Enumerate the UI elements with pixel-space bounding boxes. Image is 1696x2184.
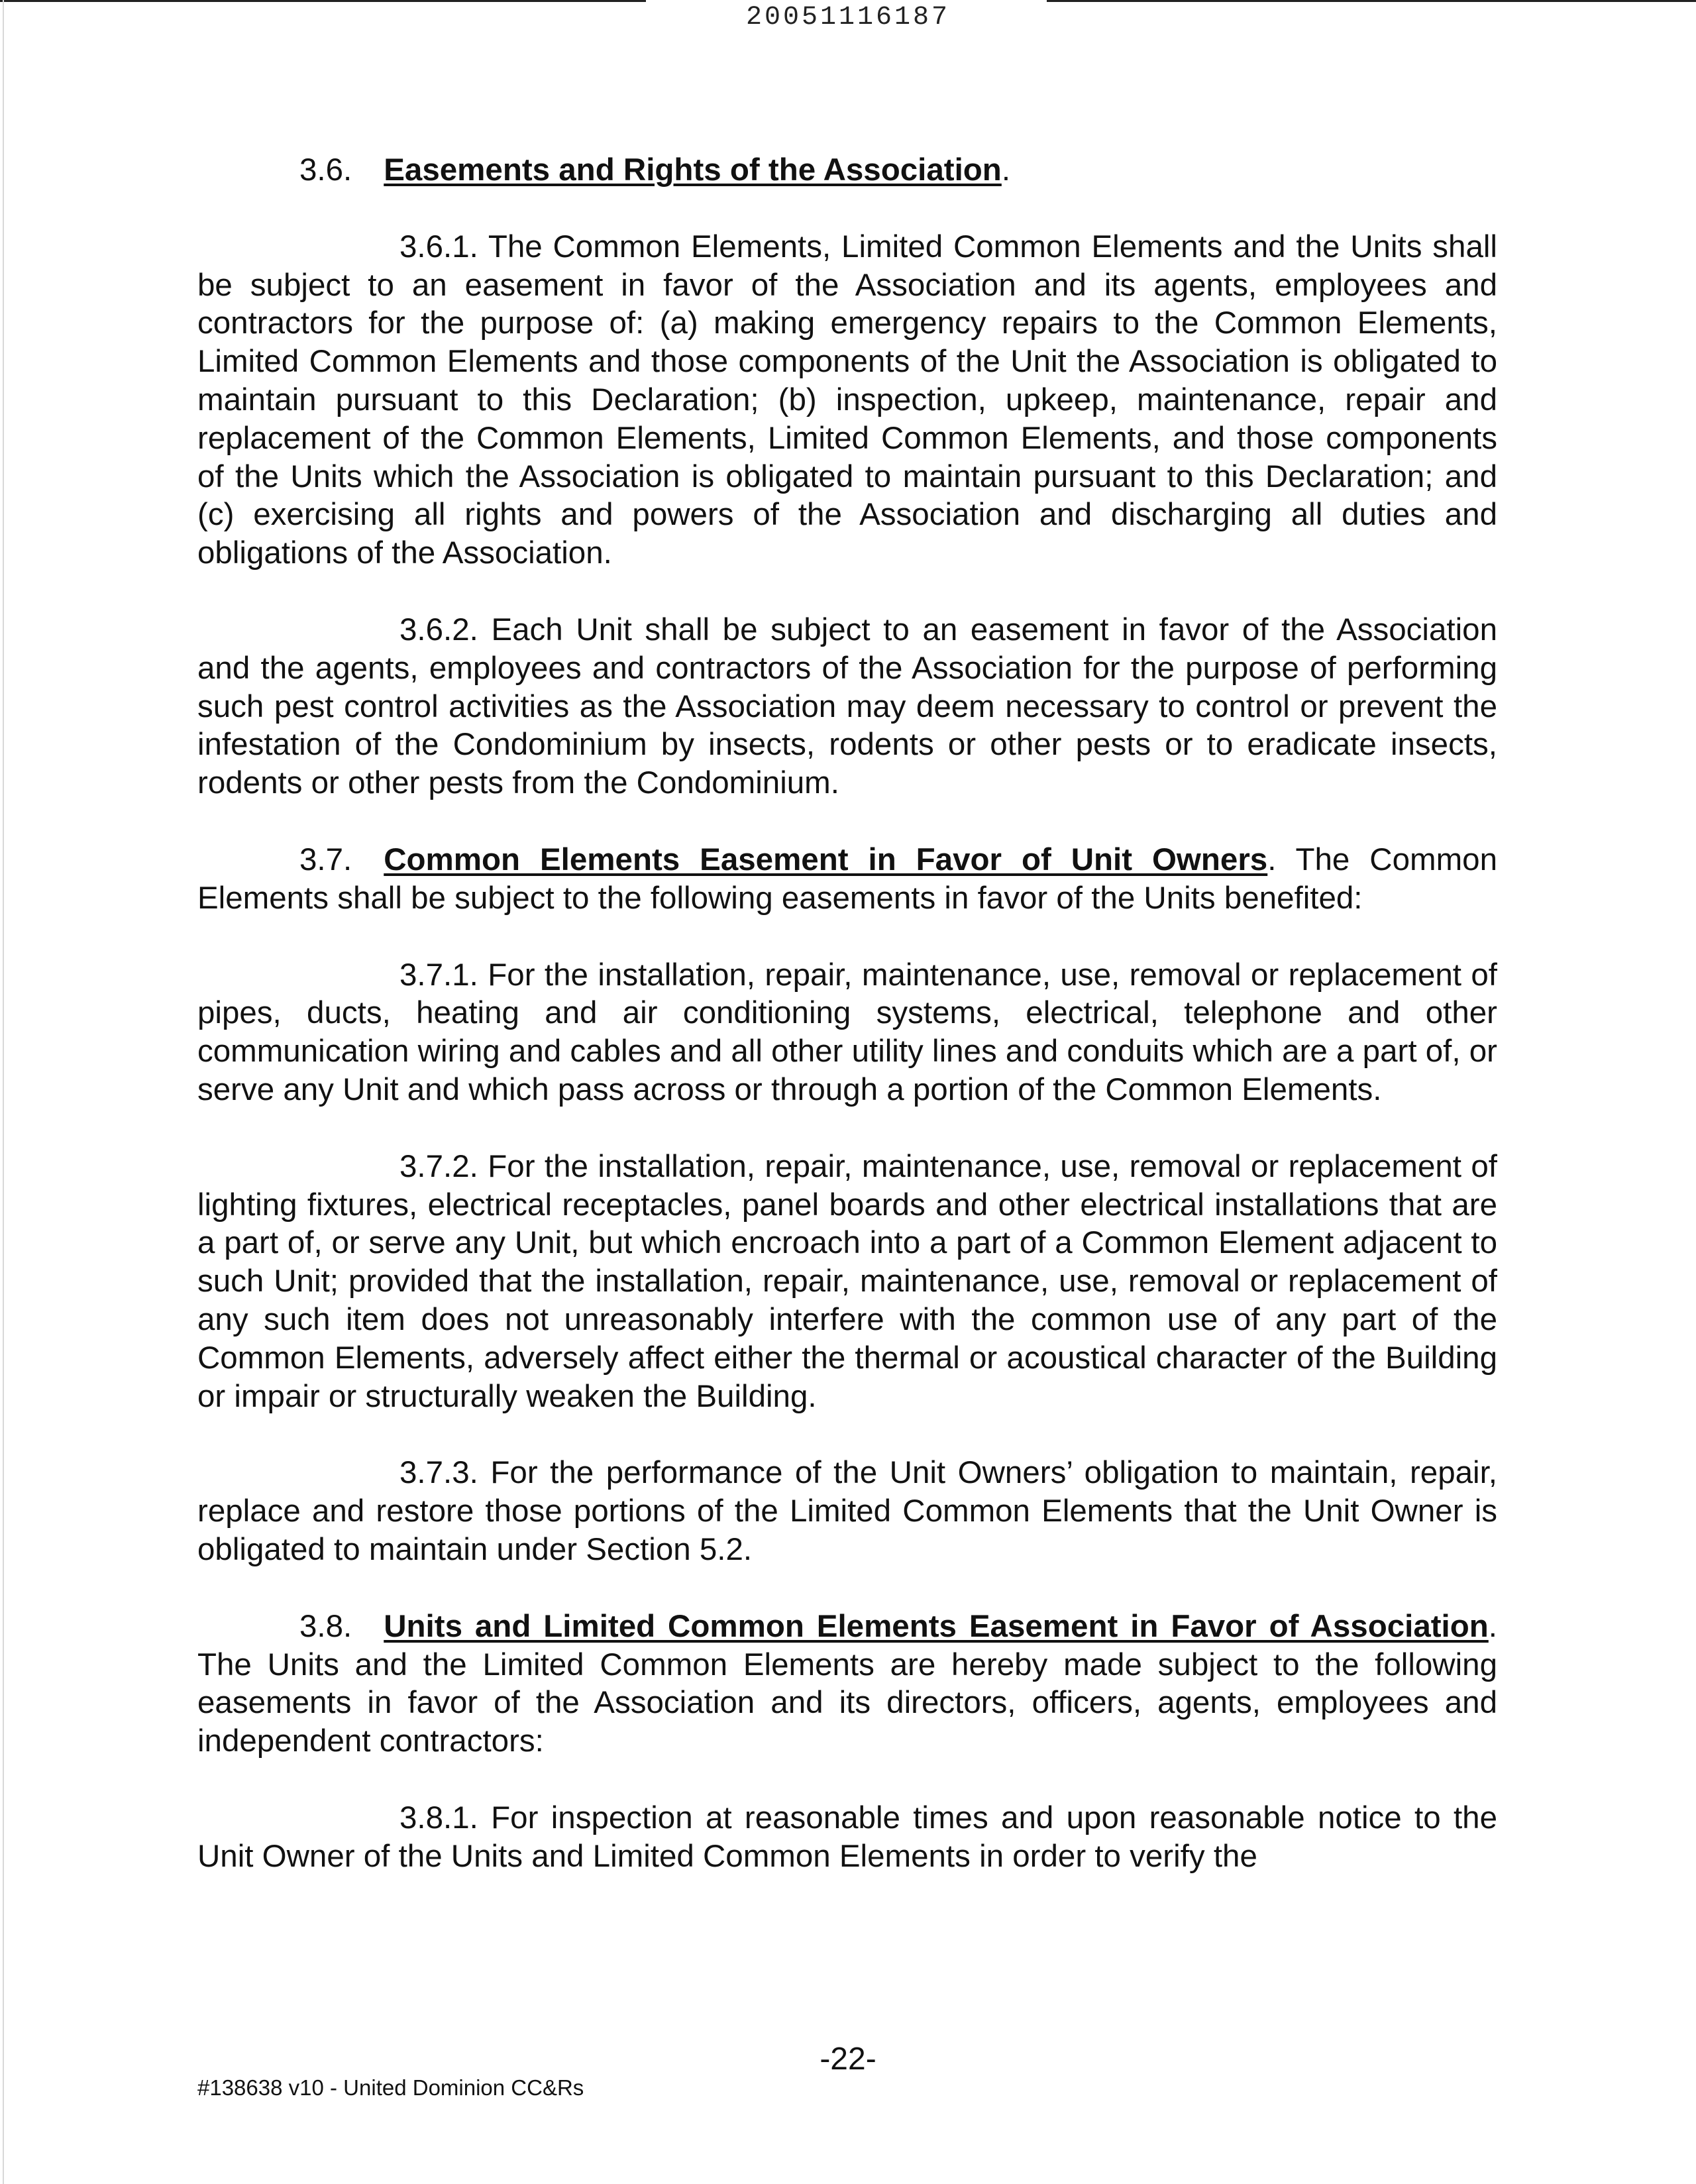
paragraph-text: For the performance of the Unit Owners’ obligation to maintain, repair, replace and restore those portions of the Limited Common Elements that the Unit Owner is obligated to maintain under Section 5.2.	[197, 1455, 1497, 1567]
section-3-6-heading	[197, 151, 1497, 190]
paragraph-text: The Common Elements, Limited Common Elements and the Units shall be subject to an easement in favor of the Association and its agents, employees and contractors for the purpose of: (a) making emergency repairs to the Common Elements, Limited Common Elements and those components of the Unit the Association is obligated to maintain pursuant to this Declaration; (b) inspection, upkeep, maintenance, repair and replacement of the Common Elements, Limited Common Elements, and those components of the Units which the Association is obligated to maintain pursuant to this Declaration; and (c) exercising all rights and powers of the Association and discharging all duties and obligations of the Association.	[197, 229, 1497, 571]
paragraph-text: Each Unit shall be subject to an easement in favor of the Association and the agents, employees and contractors of the Association for the purpose of performing such pest control activities as the Association may deem necessary to control or prevent the infestation of the Condominium by insects, rodents or other pests or to eradicate insects, rodents or other pests from the Condominium.	[197, 612, 1497, 801]
section-3-8	[197, 1608, 1497, 1761]
paragraph-number: 3.6.2.	[399, 612, 478, 647]
document-body	[197, 151, 1497, 1914]
section-number: 3.7.	[299, 842, 352, 877]
paragraph-3-7-2	[197, 1148, 1497, 1416]
paragraph-text: For inspection at reasonable times and upon reasonable notice to the Unit Owner of the Units and Limited Common Elements in order to verify the	[197, 1800, 1497, 1874]
section-number: 3.6.	[299, 152, 352, 188]
paragraph-3-7-3	[197, 1454, 1497, 1568]
section-text: . The Units and the Limited Common Elements are hereby made subject to the following easements in favor of the Association and its directors, officers, agents, employees and independent contractors:	[197, 1608, 1497, 1759]
top-rule-right	[1047, 0, 1696, 2]
section-title-period: .	[1001, 152, 1011, 188]
paragraph-number: 3.8.1.	[399, 1800, 478, 1835]
paragraph-number: 3.7.1.	[399, 957, 478, 993]
section-title: Common Elements Easement in Favor of Unit Owners	[384, 842, 1268, 877]
section-title: Easements and Rights of the Association	[384, 152, 1002, 188]
paragraph-number: 3.7.3.	[399, 1455, 478, 1491]
paragraph-3-6-1	[197, 228, 1497, 573]
paragraph-text: For the installation, repair, maintenance, use, removal or replacement of pipes, ducts, heating and air conditioning systems, electrical, telephone and other communication wiring and cables and all other utility lines and conduits which are a part of, or serve any Unit and which pass across or through a portion of the Common Elements.	[197, 957, 1498, 1107]
section-3-7	[197, 841, 1497, 918]
scan-margin-line	[3, 0, 4, 2184]
footer-document-reference: #138638 v10 - United Dominion CC&Rs	[197, 2075, 584, 2100]
section-number: 3.8.	[299, 1608, 352, 1644]
paragraph-3-6-2	[197, 611, 1497, 802]
section-title: Units and Limited Common Elements Easement in Favor of Association	[384, 1608, 1489, 1644]
top-rule-left	[0, 0, 646, 2]
paragraph-number: 3.6.1.	[399, 229, 478, 264]
paragraph-3-7-1	[197, 956, 1497, 1109]
recording-number: 20051116187	[745, 3, 951, 32]
section-text: . The Common Elements shall be subject to the following easements in favor of the Units benefited:	[197, 842, 1497, 916]
paragraph-3-8-1	[197, 1799, 1497, 1876]
page-number: -22-	[820, 2042, 876, 2077]
paragraph-text: For the installation, repair, maintenance, use, removal or replacement of lighting fixtures, electrical receptacles, panel boards and other electrical installations that are a part of, or serve any Unit, but which encroach into a part of a Common Element adjacent to such Unit; provided that the installation, repair, maintenance, use, removal or replacement of any such item does not unreasonably interfere with the common use of any part of the Common Elements, adversely affect either the thermal or acoustical character of the Building or impair or structurally weaken the Building.	[197, 1148, 1498, 1414]
paragraph-number: 3.7.2.	[399, 1148, 478, 1184]
